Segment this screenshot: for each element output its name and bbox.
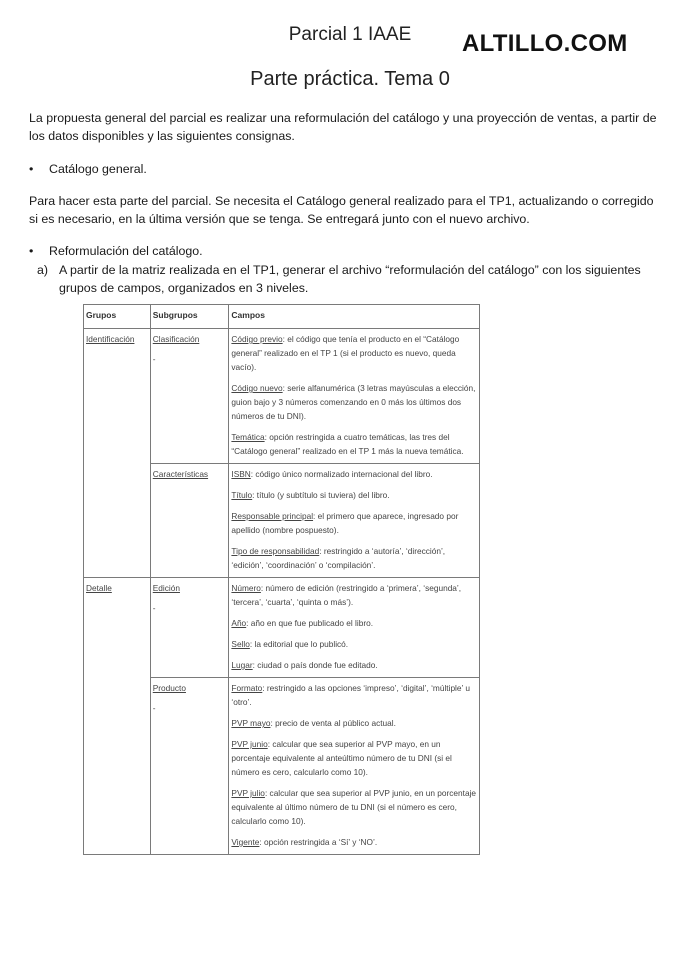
group-label: Detalle (86, 583, 112, 593)
fields-table (83, 304, 480, 855)
dash-marker: - (152, 603, 156, 613)
field-item (231, 544, 477, 572)
field-desc: : restringido a ‘autoría’, ‘dirección’, ‘edición’, ‘coordinación’ o ‘compilación’. (231, 546, 446, 570)
field-item (231, 430, 477, 458)
bullet-icon: • (29, 162, 34, 176)
field-item (231, 332, 477, 374)
field-desc: : calcular que sea superior al PVP junio, en un porcentaje equivalente al último número de tu DNI (si el número es cero, calcularlo como 10). (231, 788, 477, 826)
field-name: PVP junio (231, 739, 268, 749)
table-row (84, 578, 480, 678)
bullet-icon: • (29, 244, 34, 258)
field-name: ISBN (231, 469, 251, 479)
field-desc: : título (y subtítulo si tuviera) del libro. (252, 490, 390, 500)
subgroup-label: Edición (152, 583, 180, 593)
field-item (231, 786, 477, 828)
section-heading: Catálogo general. (49, 162, 147, 176)
group-cell (84, 578, 151, 855)
header-subgrupos: Subgrupos (150, 305, 229, 329)
field-desc: : restringido a las opciones ‘impreso’, ‘digital’, ‘múltiple’ u ‘otro’. (231, 683, 470, 707)
field-item (231, 467, 477, 481)
field-name: PVP julio (231, 788, 265, 798)
field-name: PVP mayo (231, 718, 271, 728)
field-item (231, 835, 477, 849)
field-desc: : la editorial que lo publicó. (249, 639, 349, 649)
field-desc: : el código que tenía el producto en el “Catálogo general” realizado en el TP 1 (si el producto es nuevo, queda vacío). (231, 334, 460, 372)
subgroup-cell (150, 678, 229, 855)
field-name: Vigente (231, 837, 260, 847)
field-item (231, 509, 477, 537)
document-title: Parcial 1 IAAE (288, 24, 412, 45)
field-desc: : el primero que aparece, ingresado por apellido (nombre pospuesto). (231, 511, 459, 535)
field-desc: : año en que fue publicado el libro. (246, 618, 374, 628)
field-name: Lugar (231, 660, 253, 670)
field-item (231, 637, 477, 651)
field-item (231, 716, 477, 730)
list-item-label: a) (37, 263, 49, 277)
subgroup-cell (150, 578, 229, 678)
field-item (231, 681, 477, 709)
catalogo-paragraph: Para hacer esta parte del parcial. Se necesita el Catálogo general realizado para el TP1, actualizando o corregido si es necesario, en la última versión que se tenga. Se entregará junto con el nuevo archivo. (29, 194, 654, 226)
fields-cell (229, 464, 480, 578)
section-heading: Reformulación del catálogo. (49, 244, 203, 258)
field-item (231, 381, 477, 423)
bullet-reformulacion (29, 242, 203, 260)
intro-paragraph: La propuesta general del parcial es realizar una reformulación del catálogo y una proyección de ventas, a partir de los datos disponibles y las siguientes consignas. (29, 111, 657, 143)
field-name: Código nuevo (231, 383, 283, 393)
field-name: Temática (231, 432, 265, 442)
bullet-catalogo-general (29, 160, 147, 178)
field-name: Formato (231, 683, 263, 693)
list-item-text: A partir de la matriz realizada en el TP1, generar el archivo “reformulación del catálogo” con los siguientes grupos de campos, organizados en 3 niveles. (59, 263, 641, 295)
field-name: Sello (231, 639, 250, 649)
field-desc: : serie alfanumérica (3 letras mayúsculas a elección, guion bajo y 3 números comenzando en 0 más los últimos dos números de tu DNI). (231, 383, 476, 421)
field-desc: : precio de venta al público actual. (270, 718, 396, 728)
field-desc: : opción restringida a cuatro temáticas, las tres del “Catálogo general” realizado en el TP 1 más la nueva temática. (231, 432, 464, 456)
field-name: Título (231, 490, 253, 500)
subgroup-label: Producto (152, 683, 186, 693)
list-item-a (37, 261, 665, 297)
subgroup-label: Clasificación (152, 334, 200, 344)
subgroup-cell (150, 329, 229, 464)
fields-cell (229, 678, 480, 855)
field-desc: : calcular que sea superior al PVP mayo, en un porcentaje equivalente al anteúltimo número de tu DNI (si el número es cero, calcularlo como 10). (231, 739, 452, 777)
document-subtitle: Parte práctica. Tema 0 (250, 68, 450, 90)
site-logo[interactable]: ALTILLO.COM (462, 30, 628, 57)
field-name: Número (231, 583, 261, 593)
field-name: Año (231, 618, 247, 628)
fields-cell (229, 578, 480, 678)
group-cell (84, 329, 151, 578)
field-item (231, 488, 477, 502)
field-name: Tipo de responsabilidad (231, 546, 320, 556)
field-item (231, 581, 477, 609)
group-label: Identificación (86, 334, 135, 344)
subgroup-cell (150, 464, 229, 578)
dash-marker: - (152, 354, 156, 364)
field-desc: : número de edición (restringido a ‘primera’, ‘segunda’, ‘tercera’, ‘cuarta’, ‘quinta o más’). (231, 583, 462, 607)
field-desc: : opción restringida a ‘Sí’ y ‘NO’. (259, 837, 378, 847)
subgroup-label: Características (152, 469, 209, 479)
header-grupos: Grupos (84, 305, 151, 329)
field-item (231, 616, 477, 630)
field-name: Código previo (231, 334, 283, 344)
field-desc: : ciudad o país donde fue editado. (252, 660, 378, 670)
field-item (231, 658, 477, 672)
field-desc: : código único normalizado internacional del libro. (250, 469, 433, 479)
field-name: Responsable principal (231, 511, 314, 521)
dash-marker: - (152, 703, 156, 713)
field-item (231, 737, 477, 779)
header-campos: Campos (229, 305, 480, 329)
table-header-row (84, 305, 480, 329)
table-row (84, 329, 480, 464)
fields-cell (229, 329, 480, 464)
